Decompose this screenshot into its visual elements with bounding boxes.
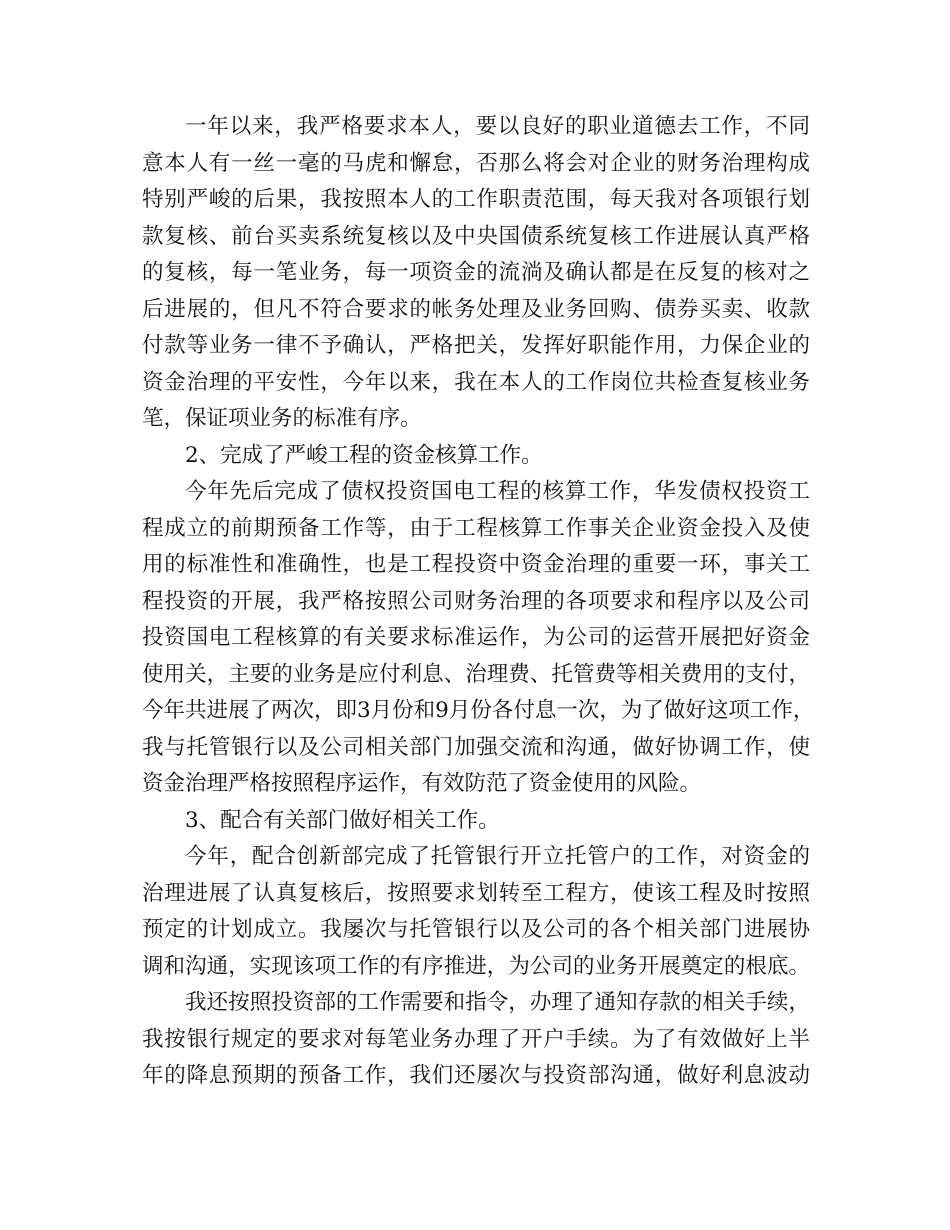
text-line: 我与托管银行以及公司相关部门加强交流和沟通，做好协调工作，使	[142, 734, 810, 760]
text-line: 投资国电工程核算的有关要求标准运作，为公司的运营开展把好资金	[142, 625, 810, 650]
text-line: 资金治理的平安性，今年以来，我在本人的工作岗位共检查复核业务	[142, 369, 810, 395]
text-line: 调和沟通，实现该项工作的有序推进，为公司的业务开展奠定的根底。	[142, 953, 810, 979]
text-line: 用的标准性和准确性，也是工程投资中资金治理的重要一环，事关工	[142, 552, 810, 577]
text-line: 一年以来，我严格要求本人，要以良好的职业道德去工作，不同	[185, 114, 810, 139]
text-line: 今年先后完成了债权投资国电工程的核算工作，华发债权投资工	[185, 479, 810, 504]
text-line: 的复核，每一笔业务，每一项资金的流淌及确认都是在反复的核对之	[142, 260, 810, 285]
text-line: 付款等业务一律不予确认，严格把关，发挥好职能作用，力保企业的	[142, 333, 810, 358]
text-line: 程成立的前期预备工作等，由于工程核算工作事关企业资金投入及使	[142, 515, 810, 541]
text-line: 程投资的开展，我严格按照公司财务治理的各项要求和程序以及公司	[142, 588, 810, 614]
text-line: 治理进展了认真复核后，按照要求划转至工程方，使该工程及时按照	[142, 880, 810, 906]
text-line: 使用关，主要的业务是应付利息、治理费、托管费等相关费用的支付，	[142, 661, 810, 687]
text-line: 意本人有一丝一毫的马虎和懈怠，否那么将会对企业的财务治理构成	[142, 150, 810, 176]
text-line: 款复核、前台买卖系统复核以及中央国债系统复核工作进展认真严格	[142, 223, 810, 249]
text-line: 我按银行规定的要求对每笔业务办理了开户手续。为了有效做好上半	[142, 1026, 810, 1052]
text-line: 我还按照投资部的工作需要和指令，办理了通知存款的相关手续，	[185, 990, 810, 1015]
text-line: 笔，保证项业务的标准有序。	[142, 406, 422, 431]
text-line: 2、完成了严峻工程的资金核算工作。	[185, 442, 543, 468]
text-line: 今年共进展了两次，即3月份和9月份各付息一次，为了做好这项工作，	[142, 698, 815, 723]
text-line: 特别严峻的后果，我按照本人的工作职责范围，每天我对各项银行划	[142, 187, 810, 212]
text-line: 年的降息预期的预备工作，我们还屡次与投资部沟通，做好利息波动	[142, 1063, 810, 1088]
text-line: 3、配合有关部门做好相关工作。	[185, 807, 500, 833]
text-line: 资金治理严格按照程序运作，有效防范了资金使用的风险。	[142, 771, 702, 796]
text-line: 后进展的，但凡不符合要求的帐务处理及业务回购、债券买卖、收款	[142, 296, 810, 322]
text-line: 预定的计划成立。我屡次与托管银行以及公司的各个相关部门进展协	[142, 917, 810, 942]
text-line: 今年，配合创新部完成了托管银行开立托管户的工作，对资金的	[185, 844, 810, 869]
document-page	[142, 109, 815, 1095]
